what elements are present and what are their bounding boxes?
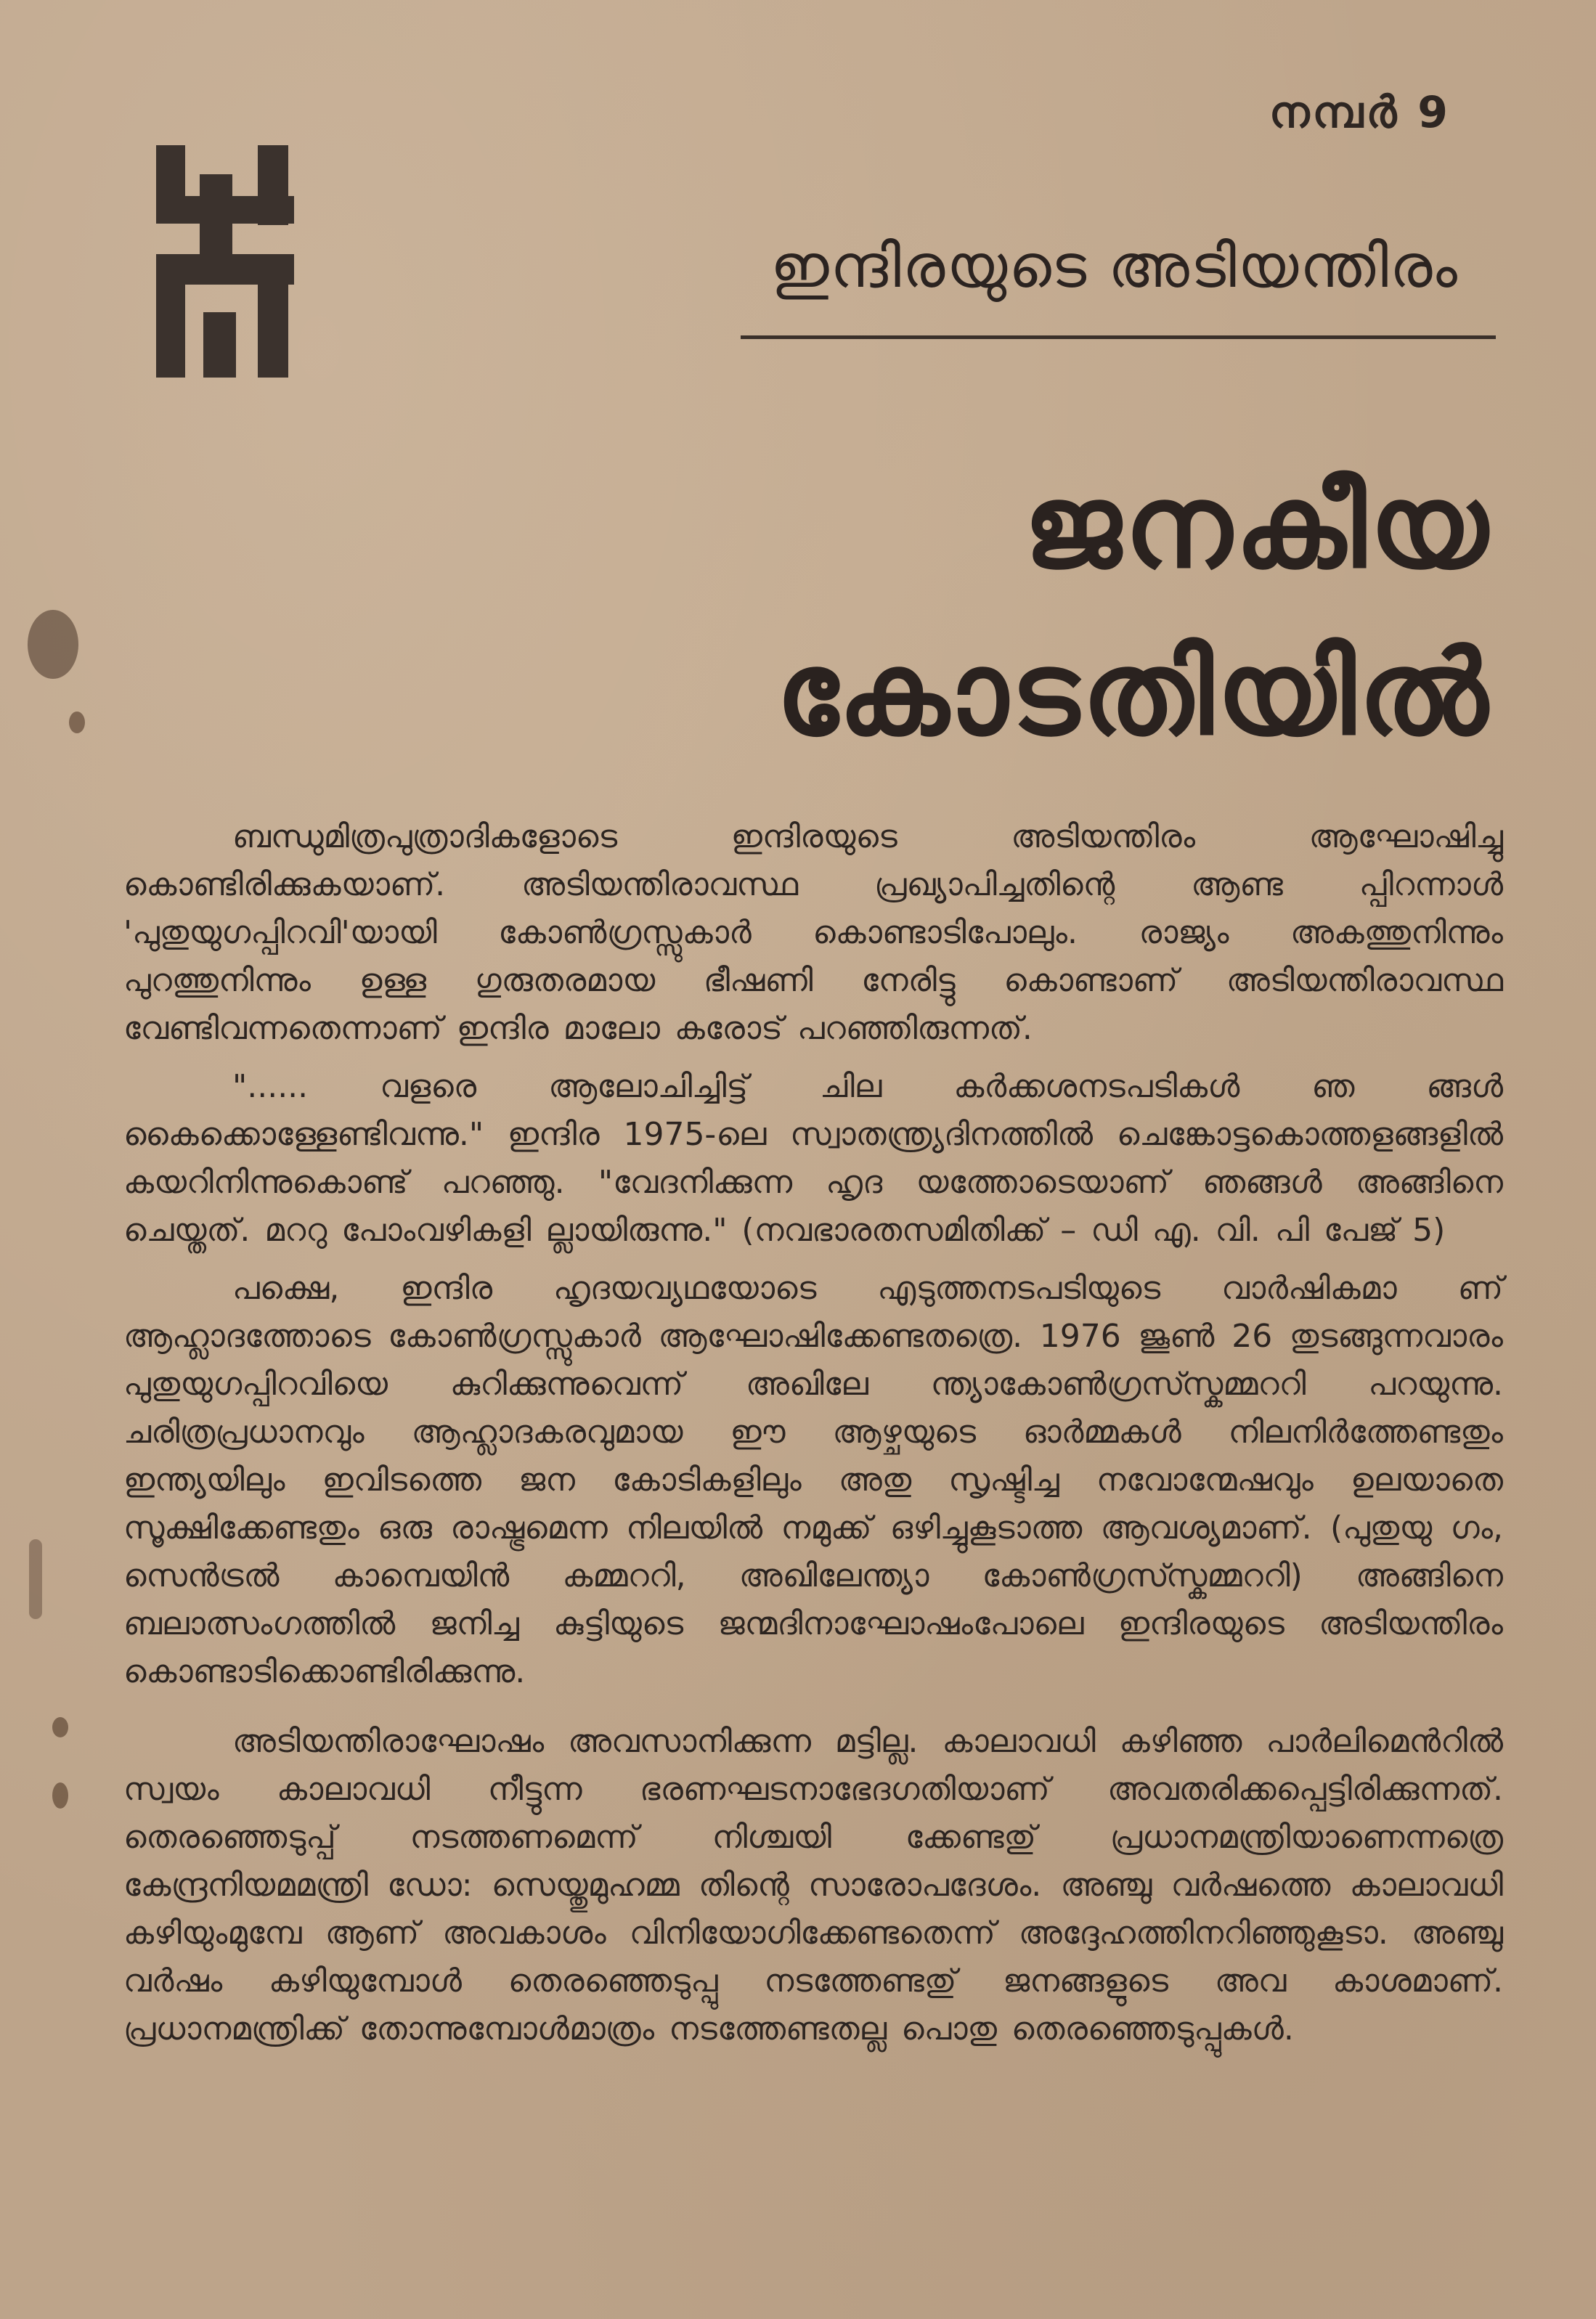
binding-hole-stain — [52, 1782, 68, 1809]
binding-hole-stain — [29, 1539, 42, 1619]
headline-line-1: ജനകീയ — [1023, 458, 1491, 594]
paragraph-4: അടിയന്തിരാഘോഷം അവസാനിക്കുന്ന മട്ടില്ല. കാലാവധി കഴിഞ്ഞ പാർലിമെൻറിൽ സ്വയം കാലാവധി നീട്ടുന്ന ഭരണഘടനാഭേദഗതിയാണ് അവതരിക്കപ്പെട്ടിരിക്കുന്നത്. തെരഞ്ഞെടുപ്പ് നടത്തണമെന്ന് നിശ്ചയി ക്കേണ്ടതു് പ്രധാനമന്ത്രിയാണെന്നത്രെ കേന്ദ്രനിയമമന്ത്രി ഡോ: സെയ്തുമുഹമ്മ തിന്റെ സാരോപദേശം. അഞ്ചു വർഷത്തെ കാലാവധി കഴിയുംമുമ്പേ ആണ് അവകാശം വിനിയോഗിക്കേണ്ടതെന്ന് അദ്ദേഹത്തിനറിഞ്ഞുകൂടാ. അഞ്ചു വർഷം കഴിയുമ്പോൾ തെരഞ്ഞെടുപ്പു നടത്തേണ്ടതു് ജനങ്ങളുടെ അവ കാശമാണ്. പ്രധാനമന്ത്രിക്ക് തോന്നുമ്പോൾമാത്രം നടത്തേണ്ടതല്ല പൊതു തെരഞ്ഞെടുപ്പുകൾ. — [123, 1723, 1503, 2047]
article-body — [123, 813, 1503, 2063]
binding-hole-stain — [28, 610, 78, 679]
headline — [547, 443, 1491, 777]
subtitle-underline — [741, 335, 1496, 339]
page-number: നമ്പർ 9 — [1269, 87, 1451, 138]
binding-hole-stain — [69, 712, 85, 733]
article-subtitle: ഇന്ദിരയുടെ അടിയന്തിരം — [770, 232, 1459, 301]
headline-line-2: കോടതിയിൽ — [775, 625, 1491, 761]
paragraph-3: പക്ഷെ, ഇന്ദിര ഹൃദയവ്യഥയോടെ എടുത്തനടപടിയുടെ വാർഷികമാ ണ് ആഹ്ലാദത്തോടെ കോൺഗ്രസ്സുകാർ ആഘോഷിക്കേണ്ടതത്രെ. 1976 ജൂൺ 26 തുടങ്ങുന്നവാരം പുതുയുഗപ്പിറവിയെ കുറിക്കുന്നുവെന്ന് അഖിലേ ന്ത്യാകോൺഗ്രസ്സ്കമ്മററി പറയുന്നു. ചരിത്രപ്രധാനവും ആഹ്ലാദകരവുമായ ഈ ആഴ്ചയുടെ ഓർമ്മകൾ നിലനിർത്തേണ്ടതും ഇന്ത്യയിലും ഇവിടത്തെ ജന കോടികളിലും അതു സൃഷ്ടിച്ച നവോന്മേഷവും ഉലയാതെ സൂക്ഷിക്കേണ്ടതും ഒരു രാഷ്ട്രമെന്ന നിലയിൽ നമുക്ക് ഒഴിച്ചുകൂടാത്ത ആവശ്യമാണ്. (പുതുയു ഗം, സെൻട്രൽ കാമ്പെയിൻ കമ്മററി, അഖിലേന്ത്യാ കോൺഗ്രസ്സ്കമ്മററി) അങ്ങിനെ ബലാത്സംഗത്തിൽ ജനിച്ച കുട്ടിയുടെ ജന്മദിനാഘോഷംപോലെ ഇന്ദിരയുടെ അടിയന്തിരം കൊണ്ടാടിക്കൊണ്ടിരിക്കുന്നു. — [123, 1270, 1503, 1690]
paragraph-1: ബന്ധുമിത്രപുത്രാദികളോടെ ഇന്ദിരയുടെ അടിയന്തിരം ആഘോഷിച്ചു കൊണ്ടിരിക്കുകയാണ്. അടിയന്തിരാവസ്ഥ പ്രഖ്യാപിച്ചതിന്റെ ആണ്ട പ്പിറന്നാൾ 'പുതുയുഗപ്പിറവി'യായി കോൺഗ്രസ്സുകാർ കൊണ്ടാടിപോലും. രാജ്യം അകത്തുനിന്നും പുറത്തുനിന്നും ഉള്ള ഗുരുതരമായ ഭീഷണി നേരിട്ടു കൊണ്ടാണ് അടിയന്തിരാവസ്ഥ വേണ്ടിവന്നതെന്നാണ് ഇന്ദിര മാലോ കരോട് പറഞ്ഞിരുന്നത്. — [123, 818, 1503, 1047]
ja-letter-logo — [149, 145, 294, 378]
paragraph-2: "...... വളരെ ആലോചിച്ചിട്ട് ചില കർക്കശനടപടികൾ ഞ ങ്ങൾ കൈക്കൊള്ളേണ്ടിവന്നു." ഇന്ദിര 1975-ലെ സ്വാതന്ത്ര്യദിനത്തിൽ ചെങ്കോട്ടകൊത്തളങ്ങളിൽ കയറിനിന്നുകൊണ്ട് പറഞ്ഞു. "വേദനിക്കുന്ന ഹൃദ യത്തോടെയാണ് ഞങ്ങൾ അങ്ങിനെ ചെയ്തത്. മററു പോംവഴികളി ല്ലായിരുന്നു." (നവഭാരതസമിതിക്ക് – ഡി എ. വി. പി പേജ് 5) — [123, 1068, 1503, 1249]
binding-hole-stain — [52, 1717, 68, 1737]
